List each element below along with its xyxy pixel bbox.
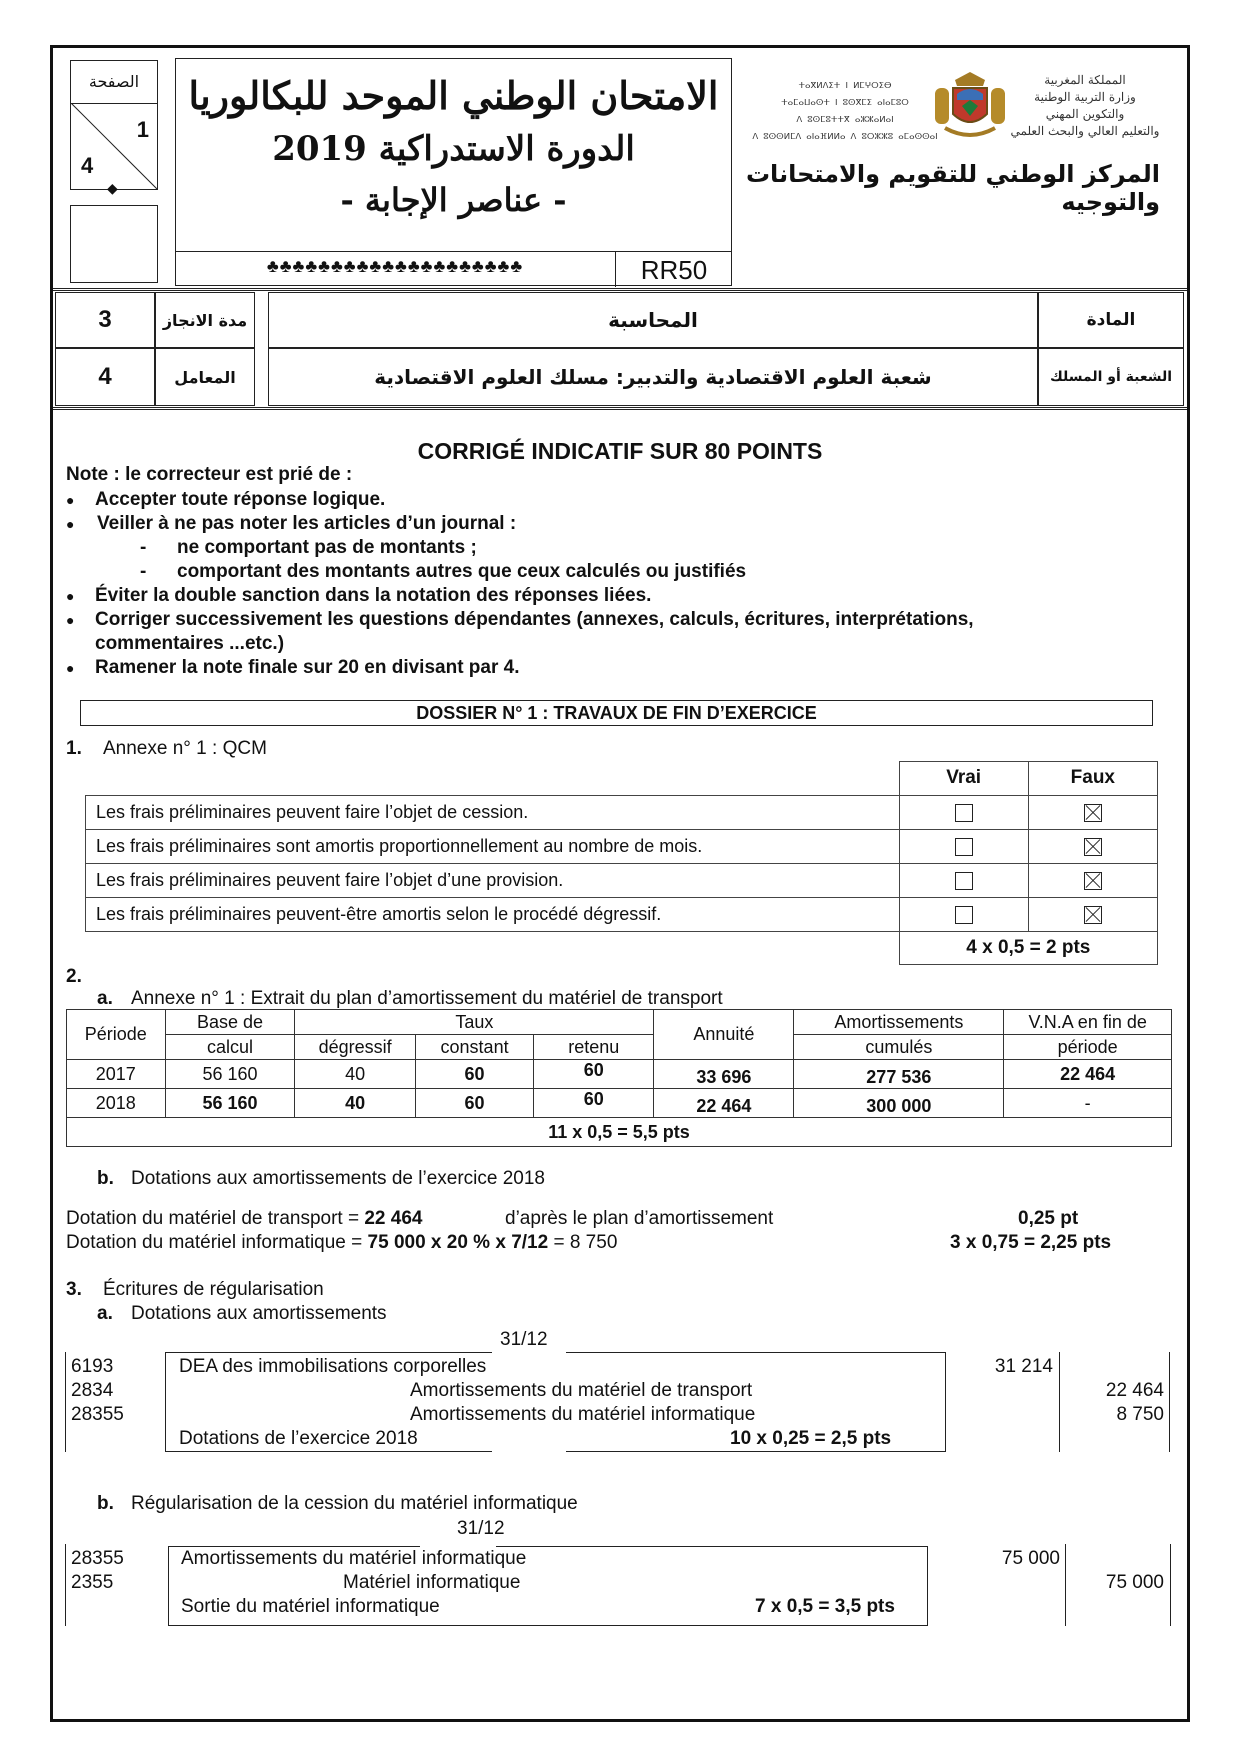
- qcm-statement: Les frais préliminaires peuvent-être amortis selon le procédé dégressif.: [86, 897, 900, 931]
- checkbox-crossed-icon[interactable]: [1084, 838, 1102, 856]
- note-bullet: Accepter toute réponse logique.: [95, 489, 386, 510]
- note-sub-item: comportant des montants autres que ceux calculés ou justifiés: [177, 561, 747, 582]
- vrai-cell: [899, 863, 1028, 897]
- sub-question-label: Dotations aux amortissements: [131, 1303, 387, 1324]
- retenu: 60: [534, 1060, 654, 1089]
- credit-amount: 75 000: [1105, 1572, 1164, 1593]
- amortization-table: [66, 1009, 1172, 1147]
- col-vna-line1: V.N.A en fin de: [1004, 1010, 1172, 1035]
- vrai-cell: [899, 795, 1028, 829]
- col-periode: Période: [67, 1010, 166, 1060]
- checkbox-unchecked-icon[interactable]: [955, 906, 973, 924]
- journal-credit-line: [1169, 1352, 1170, 1452]
- journal-score: 7 x 0,5 = 3,5 pts: [755, 1596, 895, 1617]
- note-sub-item: ne comportant pas de montants ;: [177, 537, 477, 558]
- account-number: 28355: [71, 1404, 124, 1425]
- exam-code: RR50: [640, 255, 708, 285]
- col-constant: constant: [415, 1035, 533, 1060]
- dossier-title: DOSSIER N° 1 : TRAVAUX DE FIN D’EXERCICE: [80, 700, 1153, 726]
- bullet-icon: ●: [66, 492, 75, 508]
- checkbox-unchecked-icon[interactable]: [955, 804, 973, 822]
- bullet-icon: ●: [66, 588, 75, 604]
- journal-score: 10 x 0,25 = 2,5 pts: [730, 1428, 892, 1449]
- ministry-line: والتعليم العالي والبحث العلمي: [1010, 124, 1160, 138]
- exam-session: الدورة الاستدراكية 2019: [272, 129, 635, 169]
- qcm-row: [86, 863, 1158, 897]
- sub-question-letter: a.: [97, 988, 113, 1009]
- debit-amount: 75 000: [1001, 1548, 1060, 1569]
- dotation-label: Dotation du matériel de transport =: [66, 1208, 365, 1229]
- qcm-header-row: [86, 762, 1158, 796]
- ministry-line: المملكة المغربية: [1044, 73, 1126, 87]
- degressif: 40: [295, 1060, 415, 1089]
- constant: 60: [415, 1060, 533, 1089]
- journal-date: 31/12: [500, 1329, 548, 1350]
- journal-date: 31/12: [457, 1518, 505, 1539]
- subject-label: المادة: [1038, 292, 1184, 348]
- faux-cell: [1028, 863, 1157, 897]
- dotation-value: 22 464: [364, 1208, 423, 1229]
- journal-credit-line: [1170, 1544, 1171, 1626]
- periode: 2018: [67, 1089, 166, 1118]
- faux-cell: [1028, 829, 1157, 863]
- journal-debit-line: [1065, 1544, 1066, 1626]
- col-degressif: dégressif: [295, 1035, 415, 1060]
- degressif: 40: [295, 1089, 415, 1118]
- dotation-informatique-line: [66, 1232, 617, 1254]
- qcm-row: [86, 795, 1158, 829]
- account-number: 2834: [71, 1380, 114, 1401]
- credit-amount: 8 750: [1116, 1404, 1164, 1425]
- date-gap: [492, 1449, 566, 1454]
- vrai-cell: [899, 897, 1028, 931]
- journal-left-line: [65, 1544, 66, 1626]
- annuite: 33 696: [654, 1060, 794, 1089]
- checkbox-unchecked-icon[interactable]: [955, 872, 973, 890]
- page-label: الصفحة: [71, 61, 157, 104]
- amort-row: [67, 1060, 1172, 1089]
- question-label: Écritures de régularisation: [103, 1279, 324, 1300]
- empty-cell: [86, 931, 900, 965]
- duration-label: مدة الانجاز: [155, 292, 255, 348]
- account-number: 2355: [71, 1572, 114, 1593]
- diamond-icon: ◆: [107, 180, 118, 196]
- branch-label: الشعبة أو المسلك: [1038, 348, 1184, 406]
- dash-icon: -: [140, 537, 147, 558]
- sub-question-letter: b.: [97, 1493, 114, 1514]
- branch-name: شعبة العلوم الاقتصادية والتدبير: مسلك العلوم الاقتصادية: [268, 348, 1038, 406]
- amort-row: [67, 1089, 1172, 1118]
- col-base-line2: calcul: [165, 1035, 295, 1060]
- amort-header-row: [67, 1035, 1172, 1060]
- journal-narration: Dotations de l’exercice 2018: [179, 1428, 418, 1449]
- empty-cell: [86, 762, 900, 796]
- tifinagh-line: ⵜⴰⵎⴰⵡⴰⵙⵜ ⵏ ⵓⵙⴳⵎⵉ ⴰⵏⴰⵎⵓⵔ: [781, 98, 909, 108]
- journal-debit-line: [1059, 1352, 1060, 1452]
- page-total: 4: [81, 153, 94, 178]
- credit-amount: 22 464: [1105, 1380, 1164, 1401]
- sub-question-letter: a.: [97, 1303, 113, 1324]
- qcm-row: [86, 897, 1158, 931]
- sub-question-letter: b.: [97, 1168, 114, 1189]
- col-base-line1: Base de: [165, 1010, 295, 1035]
- col-amort-line1: Amortissements: [794, 1010, 1004, 1035]
- corrige-title: CORRIGÉ INDICATIF SUR 80 POINTS: [417, 438, 823, 464]
- qcm-statement: Les frais préliminaires peuvent faire l’objet d’une provision.: [86, 863, 900, 897]
- cumules: 300 000: [794, 1089, 1004, 1118]
- page-number-box: [70, 60, 158, 190]
- account-label: Amortissements du matériel de transport: [410, 1380, 753, 1401]
- account-label: DEA des immobilisations corporelles: [179, 1356, 487, 1377]
- checkbox-crossed-icon[interactable]: [1084, 804, 1102, 822]
- qcm-table: [85, 761, 1158, 965]
- cumules: 277 536: [794, 1060, 1004, 1089]
- exam-title: الامتحان الوطني الموحد للبكالوريا: [188, 73, 719, 118]
- bullet-icon: ●: [66, 612, 75, 628]
- vrai-cell: [899, 829, 1028, 863]
- faux-cell: [1028, 897, 1157, 931]
- sub-question-label: Dotations aux amortissements de l’exercice 2018: [131, 1168, 545, 1189]
- clubs-decoration: ♣♣♣♣♣♣♣♣♣♣♣♣♣♣♣♣♣♣♣♣: [266, 256, 524, 276]
- dotation-transport-note: d’après le plan d’amortissement: [505, 1208, 774, 1229]
- amort-score: 11 x 0,5 = 5,5 pts: [67, 1118, 1172, 1147]
- bullet-icon: ●: [66, 516, 75, 532]
- question-number: 3.: [66, 1279, 82, 1300]
- account-label: Amortissements du matériel informatique: [410, 1404, 756, 1425]
- tifinagh-line: ⴷ ⵓⵙⵙⵍⵎⴷ ⴰⵏⴰⴼⵍⵍⴰ ⴷ ⵓⵔⵣⵣⵓ ⴰⵎⴰⵙⵙⴰⵏ: [752, 132, 938, 142]
- note-bullet-continued: commentaires ...etc.): [95, 633, 285, 654]
- col-faux: Faux: [1028, 762, 1157, 796]
- note-bullet: Veiller à ne pas noter les articles d’un journal :: [97, 513, 517, 534]
- col-annuite: Annuité: [654, 1010, 794, 1060]
- question-number: 1.: [66, 738, 82, 759]
- sub-question-label: Régularisation de la cession du matériel informatique: [131, 1493, 578, 1514]
- amort-header-row: [67, 1010, 1172, 1035]
- ministry-line: وزارة التربية الوطنية: [1034, 90, 1136, 104]
- note-bullet: Corriger successivement les questions dépendantes (annexes, calculs, écritures, interprétations,: [95, 609, 974, 630]
- qcm-statement: Les frais préliminaires sont amortis proportionnellement au nombre de mois.: [86, 829, 900, 863]
- vna: -: [1004, 1089, 1172, 1118]
- dotation-transport-line: [66, 1208, 422, 1230]
- coefficient-value: 4: [55, 348, 155, 406]
- question-number: 2.: [66, 966, 82, 987]
- base: 56 160: [165, 1089, 295, 1118]
- dotation-result: = 8 750: [548, 1232, 618, 1253]
- dash-icon: -: [140, 561, 147, 582]
- note-bullet: Éviter la double sanction dans la notation des réponses liées.: [95, 585, 652, 606]
- exam-subtitle: - عناصر الإجابة -: [340, 181, 567, 219]
- amort-score-row: [67, 1118, 1172, 1147]
- exam-code-row: [175, 251, 732, 287]
- page-current: 1: [136, 117, 149, 142]
- question-label: Annexe n° 1 : QCM: [103, 738, 267, 759]
- account-number: 28355: [71, 1548, 124, 1569]
- debit-amount: 31 214: [994, 1356, 1053, 1377]
- dotation-label: Dotation du matériel informatique =: [66, 1232, 368, 1253]
- col-amort-line2: cumulés: [794, 1035, 1004, 1060]
- faux-cell: [1028, 795, 1157, 829]
- qcm-score: 4 x 0,5 = 2 pts: [899, 931, 1157, 965]
- col-taux: Taux: [295, 1010, 654, 1035]
- col-vrai: Vrai: [899, 762, 1028, 796]
- ministry-name-tifinagh: [745, 78, 945, 146]
- base: 56 160: [165, 1060, 295, 1089]
- ministry-line: والتكوين المهني: [1045, 107, 1125, 121]
- ministry-name-arabic: [990, 72, 1180, 140]
- qcm-statement: Les frais préliminaires peuvent faire l’objet de cession.: [86, 795, 900, 829]
- dotation-transport-score: 0,25 pt: [1018, 1208, 1079, 1229]
- subject-name: المحاسبة: [268, 292, 1038, 348]
- blank-box: [70, 205, 158, 283]
- account-label: Amortissements du matériel informatique: [181, 1548, 527, 1569]
- checkbox-crossed-icon[interactable]: [1084, 906, 1102, 924]
- dotation-formula: 75 000 x 20 % x 7/12: [367, 1232, 549, 1253]
- dotation-informatique-score: 3 x 0,75 = 2,25 pts: [950, 1232, 1112, 1253]
- tifinagh-line: ⵜⴰⴳⵍⴷⵉⵜ ⵏ ⵍⵎⵖⵔⵉⴱ: [798, 81, 892, 91]
- center-name: المركز الوطني للتقويم والامتحانات والتوجيه: [745, 160, 1160, 216]
- coefficient-label: المعامل: [155, 348, 255, 406]
- bullet-icon: ●: [66, 660, 75, 676]
- journal-narration: Sortie du matériel informatique: [181, 1596, 440, 1617]
- duration-value: 3: [55, 292, 155, 348]
- annuite: 22 464: [654, 1089, 794, 1118]
- account-number: 6193: [71, 1356, 114, 1377]
- retenu: 60: [534, 1089, 654, 1118]
- vna: 22 464: [1004, 1060, 1172, 1089]
- periode: 2017: [67, 1060, 166, 1089]
- col-retenu: retenu: [534, 1035, 654, 1060]
- checkbox-unchecked-icon[interactable]: [955, 838, 973, 856]
- qcm-row: [86, 829, 1158, 863]
- checkbox-crossed-icon[interactable]: [1084, 872, 1102, 890]
- tifinagh-line: ⴷ ⵓⵙⵎⵓⵜⵜⴳ ⴰⵣⵣⴰⵍⴰⵏ: [796, 115, 894, 125]
- constant: 60: [415, 1089, 533, 1118]
- note-intro: Note : le correcteur est prié de :: [66, 464, 353, 485]
- account-label: Matériel informatique: [343, 1572, 521, 1593]
- col-vna-line2: période: [1004, 1035, 1172, 1060]
- note-bullet: Ramener la note finale sur 20 en divisant par 4.: [95, 657, 520, 678]
- journal-left-line: [65, 1352, 66, 1452]
- sub-question-label: Annexe n° 1 : Extrait du plan d’amortissement du matériel de transport: [131, 988, 723, 1009]
- qcm-score-row: [86, 931, 1158, 965]
